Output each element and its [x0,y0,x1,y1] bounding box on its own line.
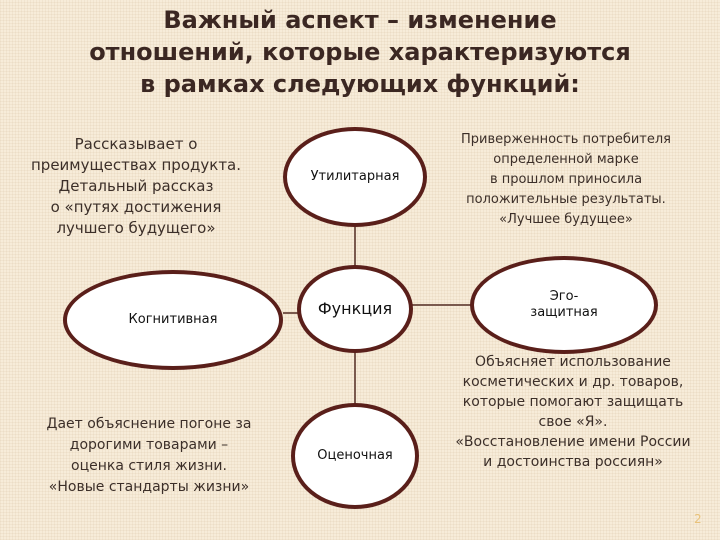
node-utilitarian-label: Утилитарная [310,169,400,184]
desc-cognitive: Рассказывает о преимуществах продукта. Детальный рассказ о «путях достижения лучшего будущего» [30,135,242,237]
desc-ego-defensive: Объясняет использование косметических и др. товаров, которые помогают защищать свое «Я». «Восстановление имени России и достоинства россиян» [455,354,691,470]
node-evaluative [291,403,419,509]
node-cognitive [63,270,283,370]
desc-evaluative: Дает объяснение погоне за дорогими товарами – оценка стиля жизни. «Новые стандарты жизни» [46,416,252,495]
node-cognitive-label: Когнитивная [128,312,218,327]
node-ego-defensive [470,256,658,354]
node-ego-label: Эго- защитная [530,289,598,320]
node-utilitarian [283,127,427,227]
node-evaluative-label: Оценочная [317,448,393,463]
node-function-center [297,265,413,353]
title-line-2: отношений, которые характеризуются [89,38,631,66]
desc-utilitarian: Приверженность потребителя определенной марке в прошлом приносила положительные результаты. «Лучшее будущее» [460,132,671,227]
node-center-label: Функция [317,299,393,318]
title-line-1: Важный аспект – изменение [163,6,557,34]
page-number: 2 [694,512,702,526]
title-line-3: в рамках следующих функций: [140,70,580,98]
